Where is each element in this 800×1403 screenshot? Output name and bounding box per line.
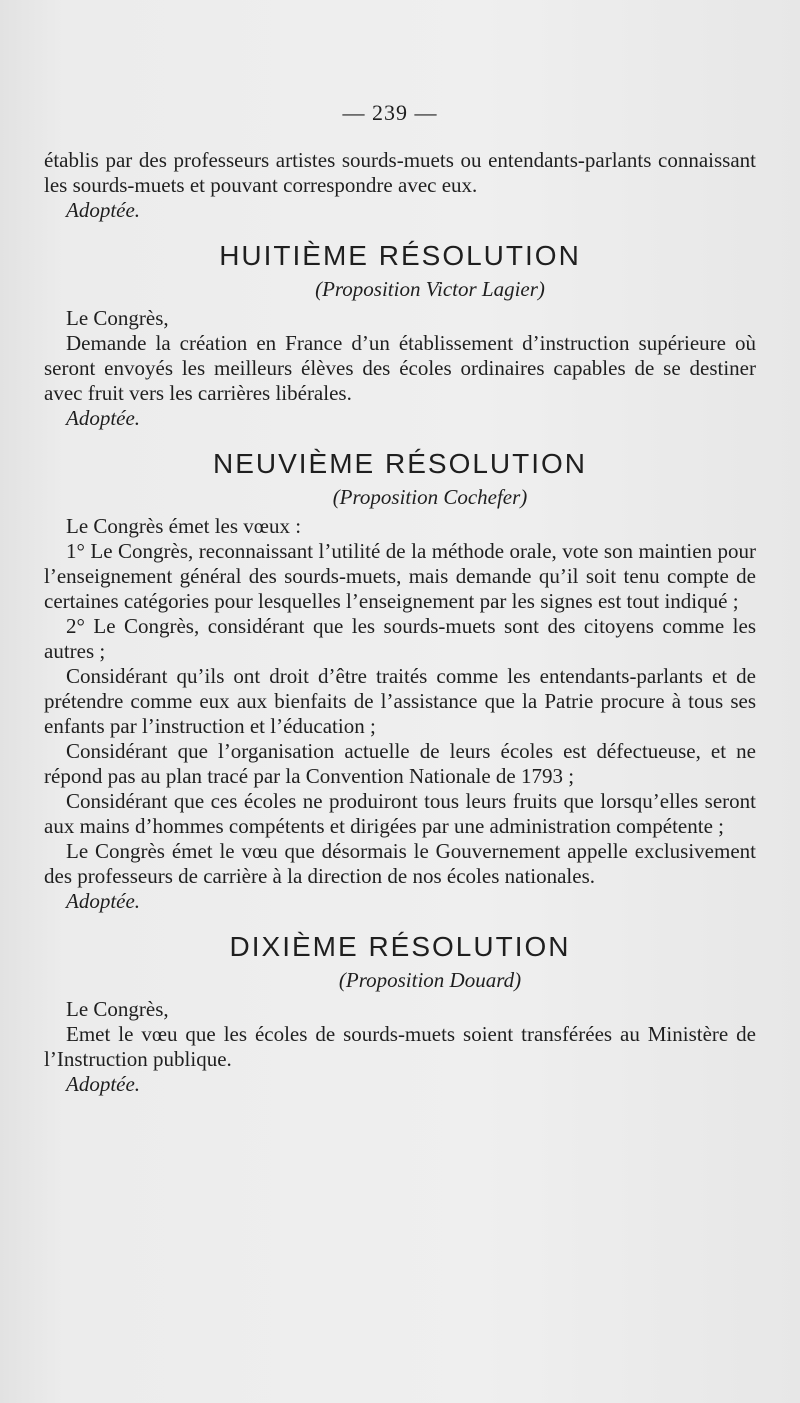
resolution-9-considering-3: Considérant que ces écoles ne produiront tous leurs fruits que lorsqu’elles seront aux mains d’hommes compétents et dirigées par une administration compétente ; bbox=[44, 789, 756, 838]
resolution-8-proposition: (Proposition Victor Lagier) bbox=[315, 277, 545, 301]
resolution-9-proposition: (Proposition Cochefer) bbox=[332, 485, 528, 509]
resolution-9-adopted: Adoptée. bbox=[66, 889, 141, 913]
resolution-10-text: Emet le vœu que les écoles de sourds-muets soient transférées au Ministère de l’Instruction publique. bbox=[44, 1022, 756, 1071]
intro-paragraph: établis par des professeurs artistes sourds-muets ou entendants-parlants connaissant les sourds-muets et pouvant correspondre avec eux. bbox=[44, 148, 756, 197]
page-number: — 239 — bbox=[342, 100, 438, 125]
resolution-8-text: Demande la création en France d’un établissement d’instruction supérieure où seront envoyés les meilleurs élèves des écoles ordinaires capables de se destiner avec fruit vers les carrières libérales. bbox=[44, 331, 756, 405]
resolution-9-considering-2: Considérant que l’organisation actuelle de leurs écoles est défectueuse, et ne répond pas au plan tracé par la Convention Nationale de 1793 ; bbox=[44, 739, 756, 788]
resolution-9-point-1: 1° Le Congrès, reconnaissant l’utilité de la méthode orale, vote son maintien pour l’enseignement général des sourds-muets, mais demande qu’il soit tenu compte de certaines catégories pour lesquelles l’enseignement par les signes est tout indiqué ; bbox=[44, 539, 756, 613]
resolution-9-considering-1: Considérant qu’ils ont droit d’être traités comme les entendants-parlants et de prétendre comme eux aux bienfaits de l’assistance que la Patrie procure à tous ses enfants par l’instruction et l’éducation ; bbox=[44, 664, 756, 738]
resolution-8-opening: Le Congrès, bbox=[66, 306, 169, 330]
intro-adopted: Adoptée. bbox=[66, 198, 141, 222]
resolution-10-title: DIXIÈME RÉSOLUTION bbox=[229, 931, 571, 962]
resolution-9-title: NEUVIÈME RÉSOLUTION bbox=[212, 448, 588, 479]
resolution-9-opening: Le Congrès émet les vœux : bbox=[66, 514, 302, 538]
resolution-9-point-2: 2° Le Congrès, considérant que les sourds-muets sont des citoyens comme les autres ; bbox=[44, 614, 756, 663]
resolution-8-adopted: Adoptée. bbox=[66, 406, 141, 430]
resolution-9-wish: Le Congrès émet le vœu que désormais le Gouvernement appelle exclusivement des professeurs de carrière à la direction de nos écoles nationales. bbox=[44, 839, 756, 888]
resolution-8-title: HUITIÈME RÉSOLUTION bbox=[219, 240, 581, 271]
page-body bbox=[44, 148, 756, 1097]
resolution-10-proposition: (Proposition Douard) bbox=[338, 968, 522, 992]
resolution-10-adopted: Adoptée. bbox=[66, 1072, 141, 1096]
resolution-10-opening: Le Congrès, bbox=[66, 997, 169, 1021]
